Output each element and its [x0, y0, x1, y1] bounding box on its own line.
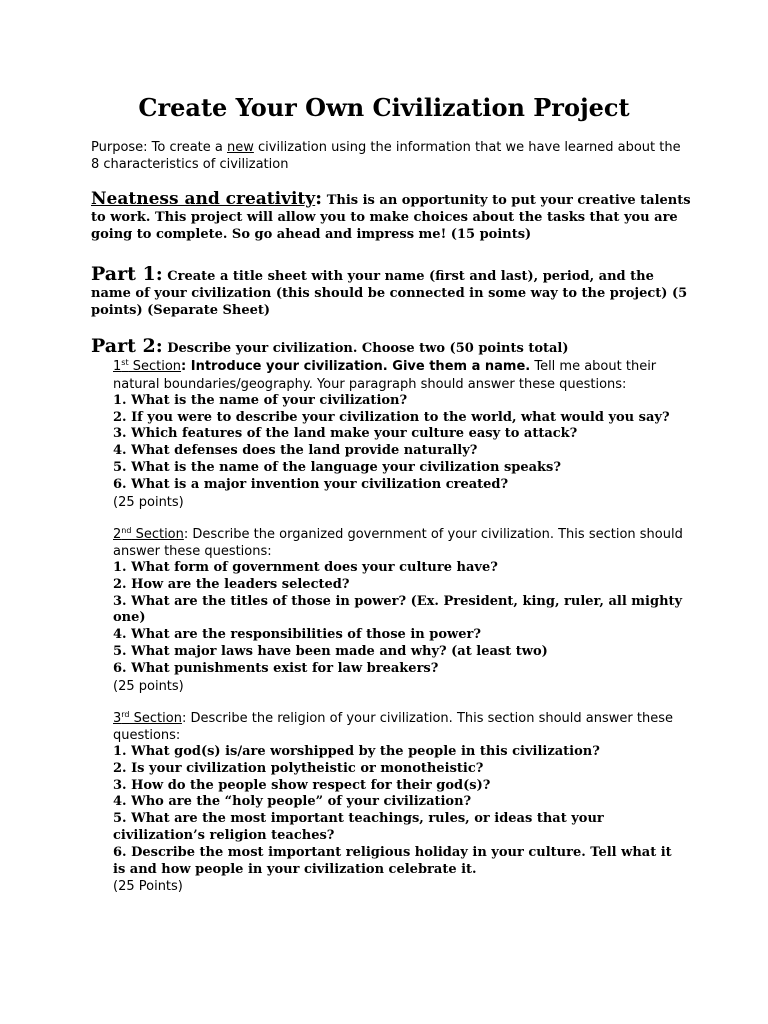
section1 — [113, 358, 683, 511]
section3-question-1: 1. What god(s) is/are worshipped by the people in this civilization? — [113, 744, 600, 759]
section2-question-5: 5. What major laws have been made and why? (at least two) — [113, 643, 548, 659]
section1-question-6: 6. What is a major invention your civilization created? — [113, 476, 509, 492]
part1-colon: : — [155, 263, 163, 285]
section2-question-2: 2. How are the leaders selected? — [113, 576, 350, 592]
section1-intro-text: Tell me about their natural boundaries/geography. Your paragraph should answer these questions: — [113, 359, 657, 392]
part2-text: Describe your civilization. Choose two (50 points total) — [162, 341, 569, 356]
page-title: Create Your Own Civilization Project — [138, 93, 630, 122]
section2-label: 2nd Section — [113, 526, 184, 542]
purpose-paragraph — [91, 139, 681, 173]
part1-paragraph — [91, 263, 691, 319]
section3 — [113, 710, 683, 895]
section2-question-6: 6. What punishments exist for law breakers? — [113, 660, 439, 676]
section1-points: (25 points) — [113, 494, 184, 510]
section3-question-2: 2. Is your civilization polytheistic or monotheistic? — [113, 760, 484, 776]
part2-paragraph — [91, 335, 691, 357]
section2-question-3: 3. What are the titles of those in power? (Ex. President, king, ruler, all mighty one) — [113, 593, 683, 626]
section2-question-4: 4. What are the responsibilities of those in power? — [113, 627, 481, 643]
neatness-colon: : — [315, 187, 323, 209]
section1-intro — [113, 358, 683, 393]
section2-question-1: 1. What form of government does your culture have? — [113, 560, 498, 575]
neatness-heading: Neatness and creativity — [91, 189, 316, 209]
section2-intro-text: : Describe the organized government of your civilization. This section should answer these questions: — [113, 527, 683, 559]
section3-intro — [113, 710, 683, 744]
section1-question-1: 1. What is the name of your civilization? — [113, 392, 408, 408]
section3-label: 3rd Section — [113, 710, 182, 726]
section2-points: (25 points) — [113, 678, 184, 694]
section1-question-2: 2. If you were to describe your civilization to the world, what would you say? — [113, 409, 670, 425]
section1-question-5: 5. What is the name of the language your civilization speaks? — [113, 459, 561, 475]
section3-question-5: 5. What are the most important teachings, rules, or ideas that your civilization’s religion teaches? — [113, 811, 604, 843]
part2-heading: Part 2 — [91, 335, 156, 357]
section3-question-3: 3. How do the people show respect for their god(s)? — [113, 777, 491, 793]
purpose-lead: Purpose: To create a — [91, 140, 227, 155]
section1-bold-intro: : Introduce your civilization. Give them a name. — [181, 359, 531, 374]
section3-points: (25 Points) — [113, 879, 183, 895]
section2 — [113, 526, 683, 695]
part1-text: Create a title sheet with your name (first and last), period, and the name of your civilization (this should be connected in some way to the project) (5 points) (Separate Sheet) — [91, 269, 688, 318]
neatness-text: This is an opportunity to put your creative talents to work. This project will allow you to make choices about the tasks that you are going to complete. So go ahead and impress me! (15 points) — [91, 193, 691, 242]
section3-question-6: 6. Describe the most important religious holiday in your culture. Tell what it is and how people in your civilization celebrate it. — [113, 844, 672, 877]
section1-question-4: 4. What defenses does the land provide naturally? — [113, 443, 478, 459]
purpose-rest: civilization using the information that we have learned about the 8 characteristics of civilization — [91, 140, 681, 172]
section1-question-3: 3. Which features of the land make your culture easy to attack? — [113, 426, 578, 442]
part2-colon: : — [155, 335, 163, 357]
section3-intro-text: : Describe the religion of your civilization. This section should answer these questions: — [113, 711, 673, 743]
purpose-new-word: new — [227, 140, 254, 155]
part1-heading: Part 1 — [91, 263, 156, 285]
neatness-paragraph — [91, 187, 691, 243]
section3-question-4: 4. Who are the “holy people” of your civilization? — [113, 794, 472, 810]
section1-label: 1st Section — [113, 358, 182, 374]
section2-intro — [113, 526, 683, 560]
